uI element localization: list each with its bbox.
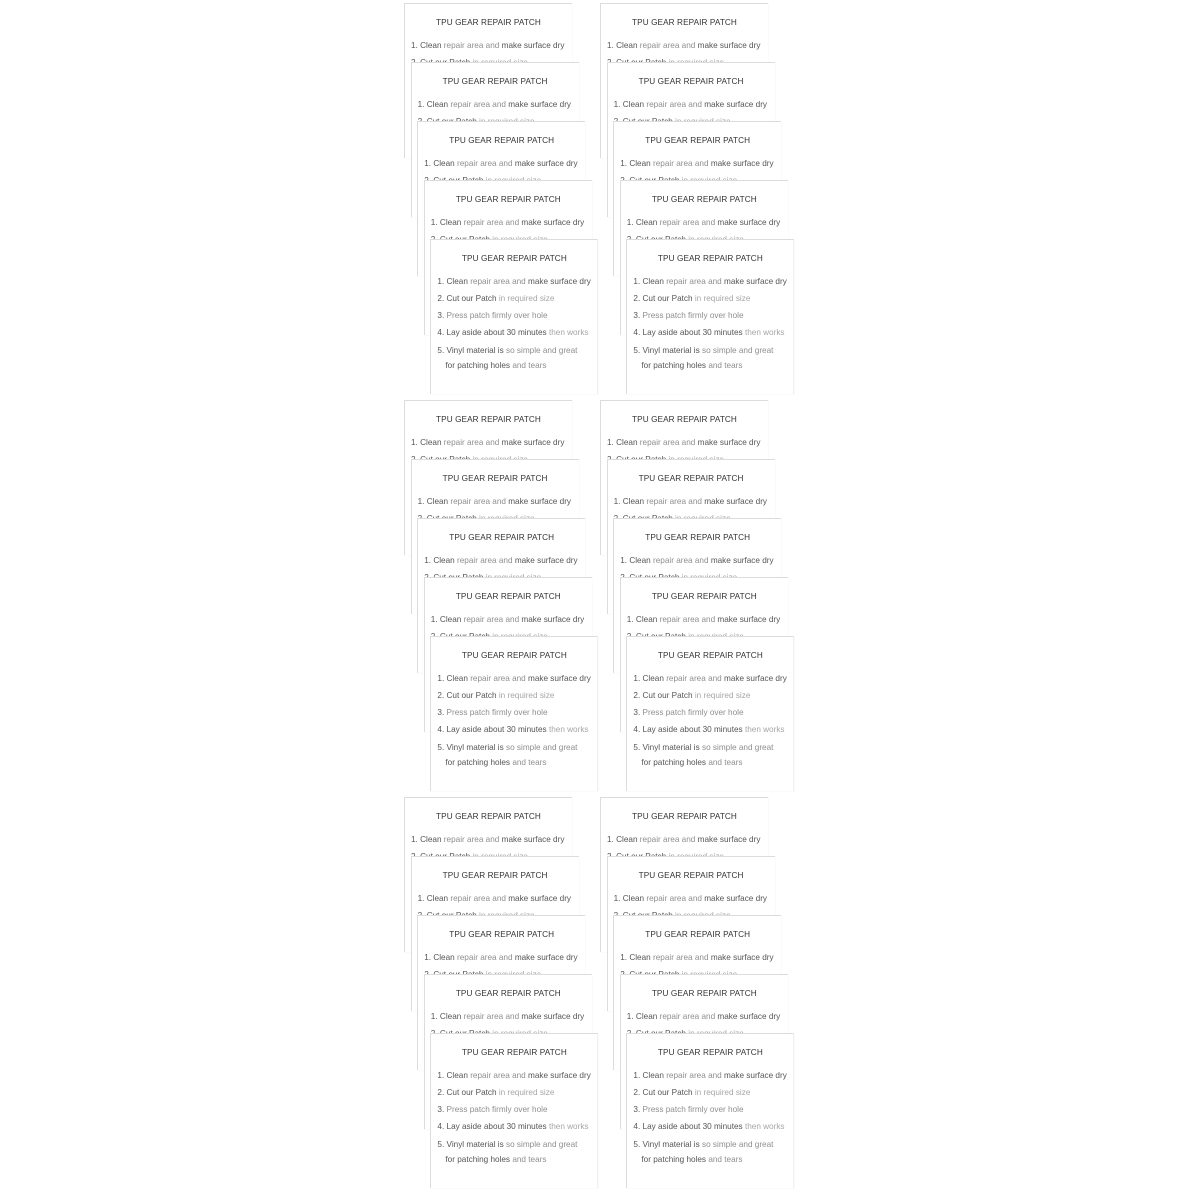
text-fragment: make surface dry — [724, 277, 787, 286]
card-title: TPU GEAR REPAIR PATCH — [632, 18, 737, 27]
instruction-card-front — [430, 239, 598, 394]
card-title: TPU GEAR REPAIR PATCH — [455, 989, 561, 998]
text-fragment: Press patch firmly over hole — [642, 311, 744, 320]
text-fragment: for patching holes — [445, 361, 513, 370]
instruction-card-front — [626, 1033, 794, 1188]
card-title: TPU GEAR REPAIR PATCH — [442, 77, 548, 86]
card-title: TPU GEAR REPAIR PATCH — [461, 254, 567, 263]
text-fragment: repair area and — [663, 674, 725, 683]
text-fragment: Clean — [635, 615, 658, 624]
card-title: TPU GEAR REPAIR PATCH — [455, 592, 561, 601]
text-fragment: Clean — [439, 1012, 462, 1021]
card-title: TPU GEAR REPAIR PATCH — [657, 651, 763, 660]
text-fragment: and tears — [708, 1155, 743, 1164]
card-step-2 — [633, 1088, 750, 1097]
instruction-card-front — [626, 636, 794, 791]
text-fragment: Clean — [446, 1071, 468, 1080]
card-title: TPU GEAR REPAIR PATCH — [442, 474, 548, 483]
card-step-2 — [437, 691, 554, 700]
text-fragment: make surface dry — [508, 497, 572, 506]
card-step-1 — [437, 277, 590, 286]
card-step-1 — [607, 438, 760, 447]
step-number: 1. — [437, 1071, 445, 1080]
step-number: 1. — [620, 159, 628, 168]
text-fragment: make surface dry — [521, 1012, 585, 1021]
text-fragment: repair area and — [467, 277, 529, 286]
card-step-1 — [627, 615, 780, 624]
card-step-2 — [633, 294, 750, 303]
card-step-1 — [411, 835, 564, 844]
step-number: 1. — [437, 674, 445, 683]
text-fragment: make surface dry — [697, 41, 761, 50]
text-fragment: Press patch firmly over hole — [446, 1105, 548, 1114]
card-step-1 — [633, 1071, 786, 1080]
card-step-1 — [431, 615, 584, 624]
text-fragment: Clean — [616, 41, 638, 50]
card-step-5 — [437, 1140, 577, 1149]
text-fragment: Clean — [622, 894, 645, 903]
text-fragment: make surface dry — [528, 1071, 591, 1080]
text-fragment: repair area and — [637, 41, 698, 50]
text-fragment: make surface dry — [697, 835, 761, 844]
card-step-4 — [633, 725, 784, 734]
step-number: 1. — [620, 953, 628, 962]
text-fragment: Press patch firmly over hole — [446, 311, 548, 320]
card-step-1 — [431, 1012, 584, 1021]
step-number: 1. — [430, 1012, 438, 1021]
text-fragment: make surface dry — [704, 894, 768, 903]
text-fragment: make surface dry — [717, 615, 781, 624]
text-fragment: Cut our Patch — [446, 1088, 497, 1097]
card-step-5-continuation — [641, 1155, 742, 1164]
card-title: TPU GEAR REPAIR PATCH — [638, 871, 744, 880]
text-fragment: then works — [744, 725, 785, 734]
step-number: 3. — [633, 1105, 641, 1114]
text-fragment: so simple and great — [505, 743, 578, 752]
step-number: 1. — [633, 277, 641, 286]
text-fragment: and tears — [708, 361, 743, 370]
card-title: TPU GEAR REPAIR PATCH — [657, 254, 763, 263]
step-number: 1. — [626, 1012, 634, 1021]
step-number: 3. — [633, 708, 641, 717]
card-step-1 — [633, 277, 786, 286]
text-fragment: Clean — [439, 218, 462, 227]
step-number: 4. — [437, 725, 445, 734]
step-number: 1. — [437, 277, 445, 286]
text-fragment: make surface dry — [717, 218, 781, 227]
text-fragment: Press patch firmly over hole — [446, 708, 548, 717]
text-fragment: and tears — [512, 758, 547, 767]
text-fragment: make surface dry — [717, 1012, 781, 1021]
text-fragment: Clean — [622, 100, 645, 109]
step-number: 2. — [437, 294, 445, 303]
text-fragment: for patching holes — [445, 1155, 513, 1164]
step-number: 4. — [437, 328, 445, 337]
card-step-1 — [614, 894, 767, 903]
card-step-1 — [418, 100, 571, 109]
step-number: 4. — [437, 1122, 445, 1131]
text-fragment: and tears — [512, 361, 547, 370]
text-fragment: make surface dry — [697, 438, 761, 447]
text-fragment: make surface dry — [508, 894, 572, 903]
card-step-1 — [627, 1012, 780, 1021]
step-number: 1. — [424, 159, 432, 168]
text-fragment: Vinyl material is — [642, 743, 702, 752]
card-title: TPU GEAR REPAIR PATCH — [645, 136, 751, 145]
text-fragment: repair area and — [441, 438, 502, 447]
text-fragment: repair area and — [637, 835, 698, 844]
step-number: 1. — [633, 674, 641, 683]
text-fragment: make surface dry — [501, 835, 565, 844]
text-fragment: then works — [548, 1122, 589, 1131]
card-step-5-continuation — [445, 361, 546, 370]
card-step-3 — [633, 1105, 743, 1114]
card-title: TPU GEAR REPAIR PATCH — [449, 136, 555, 145]
text-fragment: and tears — [708, 758, 743, 767]
step-number: 1. — [417, 894, 425, 903]
text-fragment: in required size — [692, 294, 751, 303]
text-fragment: Press patch firmly over hole — [642, 1105, 744, 1114]
step-number: 3. — [437, 1105, 445, 1114]
card-title: TPU GEAR REPAIR PATCH — [651, 989, 757, 998]
text-fragment: Clean — [426, 100, 449, 109]
text-fragment: make surface dry — [710, 159, 774, 168]
step-number: 4. — [633, 1122, 641, 1131]
card-step-5-continuation — [641, 758, 742, 767]
card-step-5 — [437, 346, 577, 355]
text-fragment: make surface dry — [704, 100, 768, 109]
step-number: 1. — [424, 556, 432, 565]
text-fragment: in required size — [692, 691, 751, 700]
card-title: TPU GEAR REPAIR PATCH — [449, 930, 555, 939]
step-number: 1. — [411, 438, 418, 447]
text-fragment: make surface dry — [724, 674, 787, 683]
card-step-1 — [620, 953, 773, 962]
text-fragment: repair area and — [644, 894, 705, 903]
step-number: 1. — [607, 41, 614, 50]
card-title: TPU GEAR REPAIR PATCH — [449, 533, 555, 542]
text-fragment: Clean — [629, 556, 651, 565]
text-fragment: Clean — [439, 615, 462, 624]
step-number: 1. — [417, 497, 425, 506]
step-number: 1. — [626, 218, 634, 227]
text-fragment: Lay aside about 30 minutes — [642, 725, 745, 734]
step-number: 1. — [411, 835, 418, 844]
text-fragment: so simple and great — [505, 346, 578, 355]
text-fragment: Clean — [616, 835, 638, 844]
card-step-1 — [620, 556, 773, 565]
card-step-1 — [437, 674, 590, 683]
card-title: TPU GEAR REPAIR PATCH — [651, 195, 757, 204]
text-fragment: Clean — [629, 953, 651, 962]
text-fragment: make surface dry — [501, 41, 565, 50]
card-step-1 — [424, 953, 577, 962]
text-fragment: Clean — [635, 1012, 658, 1021]
text-fragment: repair area and — [467, 1071, 529, 1080]
instruction-card-front — [626, 239, 794, 394]
text-fragment: repair area and — [448, 894, 509, 903]
card-step-5-continuation — [445, 1155, 546, 1164]
text-fragment: repair area and — [657, 218, 718, 227]
text-fragment: repair area and — [637, 438, 698, 447]
card-title: TPU GEAR REPAIR PATCH — [645, 930, 751, 939]
text-fragment: Cut our Patch — [642, 294, 693, 303]
text-fragment: repair area and — [650, 556, 711, 565]
text-fragment: then works — [744, 1122, 785, 1131]
card-step-2 — [633, 691, 750, 700]
card-step-4 — [437, 328, 588, 337]
card-step-3 — [437, 1105, 547, 1114]
text-fragment: repair area and — [657, 1012, 718, 1021]
text-fragment: repair area and — [448, 497, 509, 506]
card-step-5 — [437, 743, 577, 752]
card-step-1 — [620, 159, 773, 168]
text-fragment: make surface dry — [521, 615, 585, 624]
step-number: 1. — [607, 438, 614, 447]
text-fragment: make surface dry — [528, 674, 591, 683]
text-fragment: repair area and — [461, 615, 522, 624]
card-step-1 — [607, 41, 760, 50]
text-fragment: Vinyl material is — [642, 1140, 702, 1149]
text-fragment: make surface dry — [514, 159, 578, 168]
step-number: 1. — [424, 953, 432, 962]
card-title: TPU GEAR REPAIR PATCH — [651, 592, 757, 601]
text-fragment: repair area and — [650, 953, 711, 962]
text-fragment: Vinyl material is — [446, 743, 506, 752]
step-number: 2. — [633, 294, 641, 303]
text-fragment: repair area and — [467, 674, 529, 683]
step-number: 2. — [633, 1088, 641, 1097]
text-fragment: Clean — [420, 41, 442, 50]
step-number: 4. — [633, 328, 641, 337]
text-fragment: for patching holes — [641, 361, 709, 370]
card-step-3 — [633, 708, 743, 717]
card-title: TPU GEAR REPAIR PATCH — [436, 18, 541, 27]
text-fragment: make surface dry — [521, 218, 585, 227]
text-fragment: Clean — [433, 953, 455, 962]
step-number: 1. — [417, 100, 425, 109]
text-fragment: repair area and — [663, 1071, 725, 1080]
step-number: 1. — [633, 1071, 641, 1080]
step-number: 4. — [633, 725, 641, 734]
text-fragment: Clean — [642, 1071, 664, 1080]
step-number: 1. — [613, 100, 621, 109]
instruction-card-front — [430, 636, 598, 791]
text-fragment: Lay aside about 30 minutes — [446, 328, 549, 337]
card-title: TPU GEAR REPAIR PATCH — [442, 871, 548, 880]
card-title: TPU GEAR REPAIR PATCH — [632, 812, 737, 821]
card-step-2 — [437, 1088, 554, 1097]
text-fragment: so simple and great — [701, 346, 774, 355]
text-fragment: make surface dry — [514, 953, 578, 962]
card-step-1 — [627, 218, 780, 227]
text-fragment: make surface dry — [501, 438, 565, 447]
text-fragment: make surface dry — [710, 556, 774, 565]
text-fragment: repair area and — [454, 159, 515, 168]
step-number: 3. — [437, 311, 445, 320]
text-fragment: make surface dry — [710, 953, 774, 962]
step-number: 1. — [613, 497, 621, 506]
step-number: 2. — [437, 691, 445, 700]
card-step-4 — [633, 328, 784, 337]
card-step-1 — [431, 218, 584, 227]
text-fragment: Clean — [420, 835, 442, 844]
card-title: TPU GEAR REPAIR PATCH — [436, 415, 541, 424]
card-step-3 — [437, 708, 547, 717]
text-fragment: Cut our Patch — [642, 1088, 693, 1097]
text-fragment: Clean — [616, 438, 638, 447]
text-fragment: make surface dry — [508, 100, 572, 109]
text-fragment: Clean — [446, 674, 468, 683]
step-number: 1. — [620, 556, 628, 565]
text-fragment: Clean — [433, 159, 455, 168]
text-fragment: Lay aside about 30 minutes — [446, 1122, 549, 1131]
instruction-card-front — [430, 1033, 598, 1188]
text-fragment: then works — [744, 328, 785, 337]
text-fragment: repair area and — [644, 100, 705, 109]
step-number: 5. — [437, 743, 445, 752]
card-step-4 — [633, 1122, 784, 1131]
text-fragment: repair area and — [644, 497, 705, 506]
text-fragment: Press patch firmly over hole — [642, 708, 744, 717]
card-step-2 — [437, 294, 554, 303]
card-step-4 — [437, 1122, 588, 1131]
step-number: 5. — [633, 346, 641, 355]
card-title: TPU GEAR REPAIR PATCH — [436, 812, 541, 821]
text-fragment: Cut our Patch — [446, 294, 497, 303]
card-step-3 — [437, 311, 547, 320]
text-fragment: Clean — [635, 218, 658, 227]
text-fragment: so simple and great — [701, 743, 774, 752]
text-fragment: Clean — [420, 438, 442, 447]
text-fragment: in required size — [496, 294, 555, 303]
card-step-1 — [418, 497, 571, 506]
text-fragment: Clean — [642, 674, 664, 683]
text-fragment: repair area and — [461, 1012, 522, 1021]
card-title: TPU GEAR REPAIR PATCH — [455, 195, 561, 204]
text-fragment: so simple and great — [701, 1140, 774, 1149]
card-step-1 — [607, 835, 760, 844]
text-fragment: in required size — [496, 691, 555, 700]
text-fragment: in required size — [692, 1088, 751, 1097]
card-step-5 — [633, 1140, 773, 1149]
step-number: 5. — [633, 1140, 641, 1149]
card-step-1 — [437, 1071, 590, 1080]
text-fragment: repair area and — [441, 835, 502, 844]
step-number: 3. — [437, 708, 445, 717]
card-step-4 — [437, 725, 588, 734]
text-fragment: Cut our Patch — [446, 691, 497, 700]
step-number: 5. — [633, 743, 641, 752]
step-number: 1. — [430, 615, 438, 624]
text-fragment: for patching holes — [641, 758, 709, 767]
text-fragment: Clean — [426, 497, 449, 506]
text-fragment: Clean — [622, 497, 645, 506]
text-fragment: Clean — [426, 894, 449, 903]
text-fragment: make surface dry — [704, 497, 768, 506]
card-step-1 — [411, 438, 564, 447]
card-step-1 — [418, 894, 571, 903]
text-fragment: in required size — [496, 1088, 555, 1097]
card-title: TPU GEAR REPAIR PATCH — [657, 1048, 763, 1057]
card-step-1 — [614, 100, 767, 109]
text-fragment: Lay aside about 30 minutes — [446, 725, 549, 734]
text-fragment: so simple and great — [505, 1140, 578, 1149]
step-number: 1. — [411, 41, 418, 50]
text-fragment: repair area and — [657, 615, 718, 624]
text-fragment: make surface dry — [514, 556, 578, 565]
text-fragment: Clean — [433, 556, 455, 565]
step-number: 2. — [437, 1088, 445, 1097]
card-step-3 — [633, 311, 743, 320]
text-fragment: Lay aside about 30 minutes — [642, 1122, 745, 1131]
text-fragment: repair area and — [663, 277, 725, 286]
text-fragment: Clean — [446, 277, 468, 286]
text-fragment: repair area and — [448, 100, 509, 109]
text-fragment: repair area and — [454, 953, 515, 962]
text-fragment: repair area and — [454, 556, 515, 565]
text-fragment: Vinyl material is — [446, 1140, 506, 1149]
card-step-5-continuation — [445, 758, 546, 767]
card-step-1 — [633, 674, 786, 683]
text-fragment: repair area and — [650, 159, 711, 168]
text-fragment: then works — [548, 328, 589, 337]
text-fragment: Vinyl material is — [446, 346, 506, 355]
step-number: 5. — [437, 346, 445, 355]
step-number: 1. — [626, 615, 634, 624]
text-fragment: repair area and — [441, 41, 502, 50]
step-number: 1. — [430, 218, 438, 227]
card-title: TPU GEAR REPAIR PATCH — [645, 533, 751, 542]
card-step-5 — [633, 743, 773, 752]
card-title: TPU GEAR REPAIR PATCH — [632, 415, 737, 424]
card-step-1 — [614, 497, 767, 506]
text-fragment: then works — [548, 725, 589, 734]
text-fragment: for patching holes — [445, 758, 513, 767]
card-step-1 — [424, 556, 577, 565]
card-title: TPU GEAR REPAIR PATCH — [638, 77, 744, 86]
step-number: 2. — [633, 691, 641, 700]
text-fragment: and tears — [512, 1155, 547, 1164]
card-step-5-continuation — [641, 361, 742, 370]
step-number: 1. — [613, 894, 621, 903]
card-step-1 — [424, 159, 577, 168]
card-title: TPU GEAR REPAIR PATCH — [638, 474, 744, 483]
text-fragment: make surface dry — [724, 1071, 787, 1080]
step-number: 1. — [607, 835, 614, 844]
text-fragment: repair area and — [461, 218, 522, 227]
step-number: 3. — [633, 311, 641, 320]
text-fragment: Cut our Patch — [642, 691, 693, 700]
text-fragment: for patching holes — [641, 1155, 709, 1164]
card-step-1 — [411, 41, 564, 50]
text-fragment: Lay aside about 30 minutes — [642, 328, 745, 337]
card-title: TPU GEAR REPAIR PATCH — [461, 1048, 567, 1057]
card-title: TPU GEAR REPAIR PATCH — [461, 651, 567, 660]
card-step-5 — [633, 346, 773, 355]
text-fragment: Clean — [642, 277, 664, 286]
text-fragment: make surface dry — [528, 277, 591, 286]
step-number: 5. — [437, 1140, 445, 1149]
text-fragment: Vinyl material is — [642, 346, 702, 355]
text-fragment: Clean — [629, 159, 651, 168]
